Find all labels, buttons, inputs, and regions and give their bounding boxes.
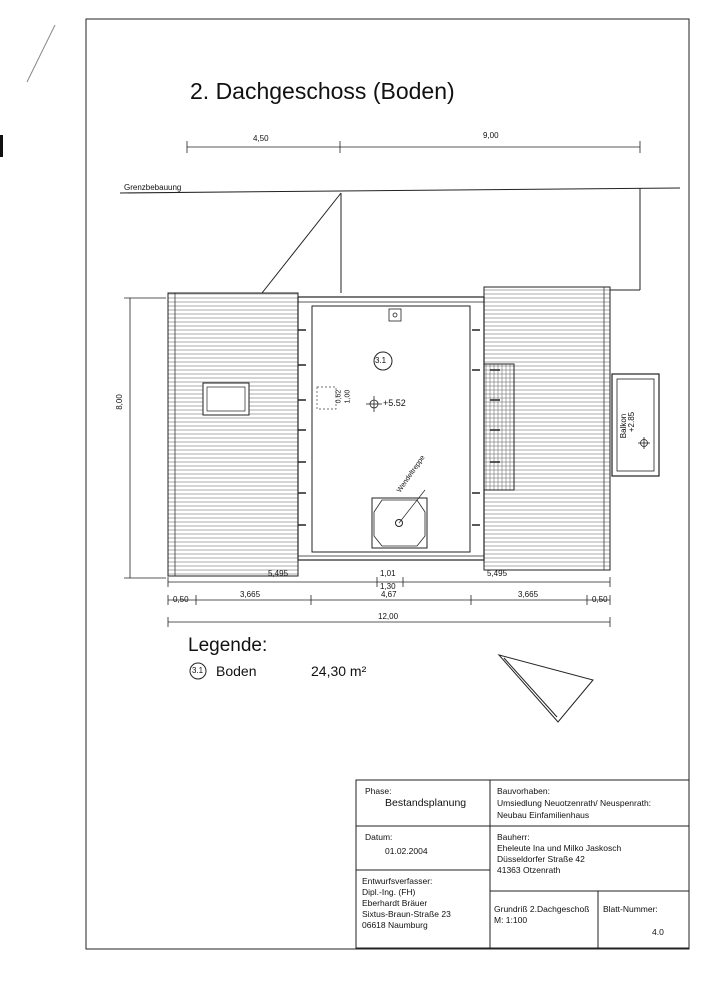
stair-label: Wendeltreppe bbox=[396, 454, 427, 495]
opening-dim-b: 1,00 bbox=[344, 389, 352, 404]
scan-mark bbox=[0, 135, 3, 157]
room-number: 3.1 bbox=[375, 356, 387, 365]
north-arrow bbox=[499, 655, 593, 722]
tb-author-line1: Dipl.-Ing. (FH) bbox=[362, 887, 416, 897]
opening-dim-a: 0,62 bbox=[335, 389, 343, 404]
tb-date-label: Datum: bbox=[365, 832, 393, 842]
legend-item-name: Boden bbox=[216, 663, 257, 679]
neighbor-label: Grenzbebauung bbox=[124, 183, 182, 192]
dim-row2-d: 3,665 bbox=[518, 590, 539, 599]
tb-phase-value: Bestandsplanung bbox=[385, 797, 467, 809]
legend-title: Legende: bbox=[188, 635, 268, 656]
tb-drawing-line1: Grundriß 2.Dachgeschoß bbox=[494, 904, 590, 914]
tb-author-line2: Eberhardt Bräuer bbox=[362, 898, 428, 908]
dim-row2-a: 0,50 bbox=[173, 595, 189, 604]
tb-client-label: Bauherr: bbox=[497, 832, 530, 842]
tb-drawing-line2: M: 1:100 bbox=[494, 915, 528, 925]
tb-author-label: Entwurfsverfasser: bbox=[362, 876, 433, 886]
dim-row2-e: 0,50 bbox=[592, 595, 608, 604]
tb-project-line2: Neubau Einfamilienhaus bbox=[497, 810, 590, 820]
legend-item-number: 3.1 bbox=[192, 666, 204, 675]
dim-bottom-left: 5,495 bbox=[268, 569, 289, 578]
scan-mark bbox=[27, 25, 55, 82]
room-boden bbox=[298, 297, 484, 560]
legend-item-area: 24,30 m² bbox=[311, 663, 367, 679]
tb-project-line1: Umsiedlung Neuotzenrath/ Neuspenrath: bbox=[497, 798, 652, 808]
dim-top-left: 4,50 bbox=[253, 134, 269, 143]
tb-client-line2: Düsseldorfer Straße 42 bbox=[497, 854, 585, 864]
tb-project-label: Bauvorhaben: bbox=[497, 786, 550, 796]
dim-bottom-mid-b: 1,30 bbox=[380, 582, 396, 591]
tb-sheet-value: 4.0 bbox=[652, 927, 664, 937]
dim-total: 12,00 bbox=[378, 612, 399, 621]
dim-top-right: 9,00 bbox=[483, 131, 499, 140]
tb-date-value: 01.02.2004 bbox=[385, 846, 428, 856]
neighbor-building bbox=[120, 188, 680, 293]
tb-phase-label: Phase: bbox=[365, 786, 392, 796]
dim-row2-b: 3,665 bbox=[240, 590, 261, 599]
roof-right bbox=[484, 287, 610, 570]
tb-author-line4: 06618 Naumburg bbox=[362, 920, 428, 930]
tb-client-line1: Eheleute Ina und Milko Jaskosch bbox=[497, 843, 622, 853]
room-level: +5.52 bbox=[383, 398, 406, 408]
dim-row2-c: 4,67 bbox=[381, 590, 397, 599]
dim-bottom-mid-a: 1,01 bbox=[380, 569, 396, 578]
page-title: 2. Dachgeschoss (Boden) bbox=[190, 78, 455, 104]
tb-client-line3: 41363 Otzenrath bbox=[497, 865, 561, 875]
tb-author-line3: Sixtus-Braun-Straße 23 bbox=[362, 909, 451, 919]
tb-sheet-label: Blatt-Nummer: bbox=[603, 904, 658, 914]
balcony-label: Balkon bbox=[619, 413, 629, 439]
roof-left bbox=[168, 293, 298, 576]
balcony-level: +2.85 bbox=[627, 411, 637, 433]
dim-bottom-right: 5,495 bbox=[487, 569, 508, 578]
dim-height: 8,00 bbox=[114, 394, 124, 410]
height-dimension bbox=[124, 298, 166, 578]
